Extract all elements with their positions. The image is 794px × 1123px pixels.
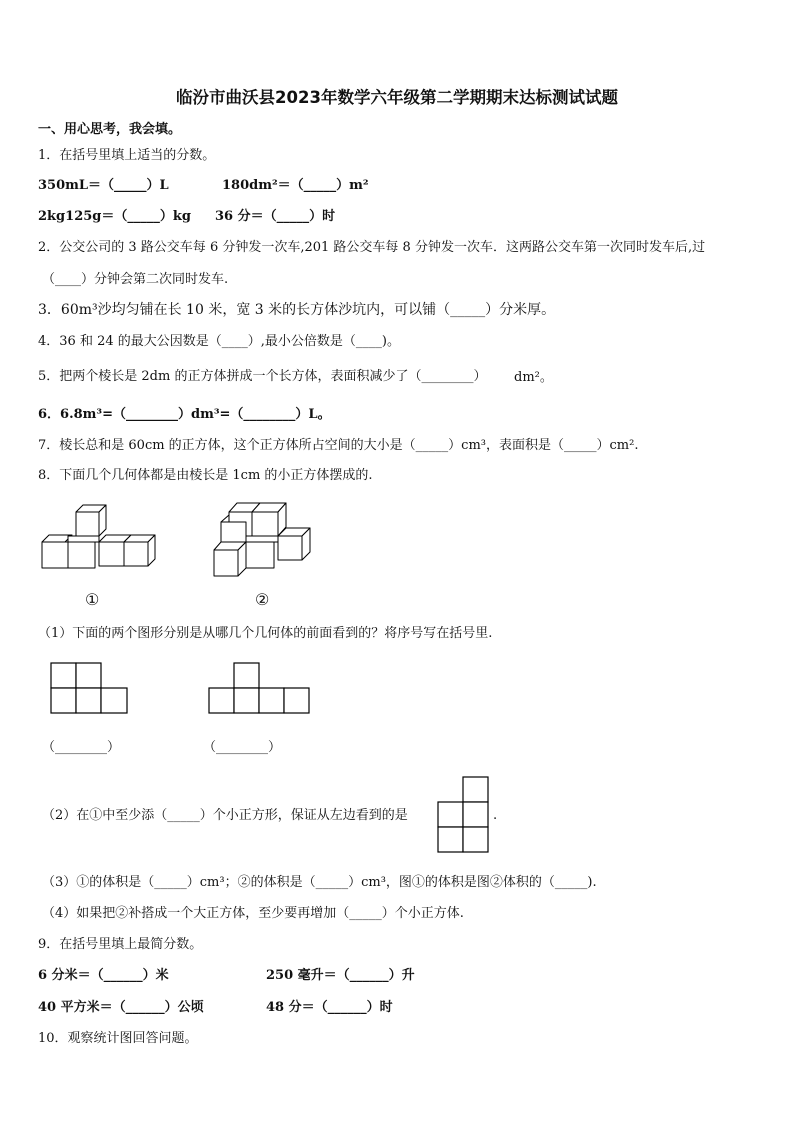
q3-text: 3．60m³沙均匀铺在长 10 米，宽 3 米的长方体沙坑内，可以铺（_____）分米厚。	[38, 302, 556, 318]
q9-item-a: 6 分米＝（______）米	[38, 968, 169, 983]
q8-sub4: （4）如果把②补搭成一个大正方体，至少要再增加（_____）个小正方体.	[42, 906, 464, 921]
q5-unit: dm²。	[514, 370, 553, 385]
q8-blank-a: （________）	[42, 740, 121, 755]
q8-sub1: （1）下面的两个图形分别是从哪几个几何体的前面看到的？将序号写在括号里.	[38, 626, 493, 641]
q9-item-b: 250 毫升＝（______）升	[266, 968, 415, 983]
q8-sub2: （2）在①中至少添（_____）个小正方形，保证从左边看到的是	[42, 808, 408, 823]
q7-text: 7．棱长总和是 60cm 的正方体，这个正方体所占空间的大小是（_____）cm³，表面积是（_____）cm².	[38, 438, 639, 453]
q9-item-d: 48 分＝（______）时	[266, 1000, 393, 1015]
q8-blank-b: （________）	[203, 740, 282, 755]
q1-item-b: 180dm²＝（_____）m²	[222, 178, 369, 193]
q8-sub3: （3）①的体积是（_____）cm³；②的体积是（_____）cm³，图①的体积是图②体积的（_____).	[42, 875, 597, 890]
q1-stem: 1．在括号里填上适当的分数。	[38, 148, 216, 163]
q1-item-a: 350mL＝（_____）L	[38, 178, 169, 193]
figure-2-label: ②	[255, 590, 270, 609]
q1-item-c: 2kg125g＝（_____）kg	[38, 209, 191, 224]
page-title: 临汾市曲沃县2023年数学六年级第二学期期末达标测试试题	[176, 88, 618, 107]
q4-text: 4．36 和 24 的最大公因数是（____）,最小公倍数是（____)。	[38, 334, 400, 349]
figure-1-label: ①	[85, 590, 100, 609]
q1-item-d: 36 分＝（_____）时	[215, 209, 336, 224]
q5-text: 5．把两个棱长是 2dm 的正方体拼成一个长方体，表面积减少了（________）	[38, 369, 487, 384]
q9-item-c: 40 平方米＝（______）公顷	[38, 1000, 204, 1015]
q9-stem: 9．在括号里填上最简分数。	[38, 937, 203, 952]
q2-line1: 2．公交公司的 3 路公交车每 6 分钟发一次车,201 路公交车每 8 分钟发一次车．这两路公交车第一次同时发车后,过	[38, 240, 706, 255]
q10-text: 10．观察统计图回答问题。	[38, 1031, 198, 1046]
q6-text: 6．6.8m³=（________）dm³=（________）L。	[38, 407, 331, 422]
section-heading: 一、用心思考，我会填。	[38, 122, 182, 137]
q8-sub2-end: .	[493, 808, 498, 823]
q2-line2: （____）分钟会第二次同时发车.	[42, 272, 229, 287]
q8-stem: 8．下面几个几何体都是由棱长是 1cm 的小正方体摆成的.	[38, 468, 373, 483]
